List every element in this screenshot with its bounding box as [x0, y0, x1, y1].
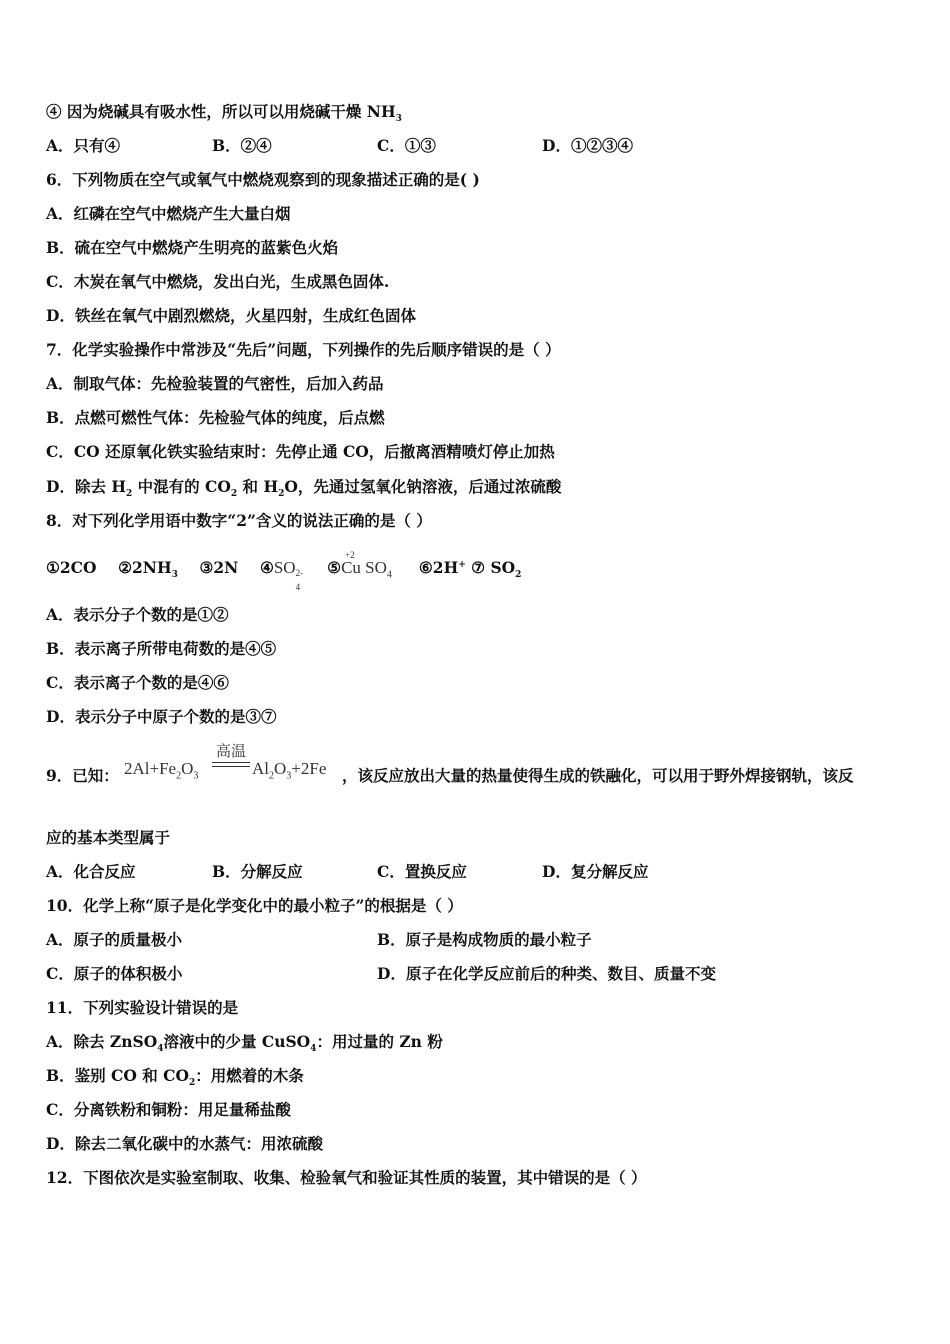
q10-option-d[interactable]: D．原子在化学反应前后的种类、数目、质量不变	[377, 964, 716, 983]
q8-option-b[interactable]: B．表示离子所带电荷数的是④⑤	[46, 639, 277, 658]
q8-item-3: ③2N	[199, 558, 239, 577]
q12-stem: 12．下图依次是实验室制取、收集、检验氧气和验证其性质的装置，其中错误的是（ ）	[46, 1168, 647, 1187]
q8-option-d[interactable]: D．表示分子中原子个数的是③⑦	[46, 707, 277, 726]
q7-option-d[interactable]: D．除去 $H_2$ 中混有的 $CO_2$ 和 $H_2O$，先通过氢氧化钠溶液，后通过浓硫酸	[46, 477, 562, 500]
q11-option-b[interactable]: B．鉴别 CO 和 $CO_2$：用燃着的木条	[46, 1066, 304, 1089]
q8-item-7: ⑦ $SO_2$	[471, 558, 522, 581]
q5-option-b[interactable]: B．②④	[212, 136, 272, 155]
q8-chemical-notations	[46, 550, 522, 592]
q8-option-c[interactable]: C．表示离子个数的是④⑥	[46, 673, 229, 692]
q5-option-d[interactable]: D．①②③④	[542, 136, 633, 155]
q7-stem: 7．化学实验操作中常涉及“先后”问题，下列操作的先后顺序错误的是（ ）	[46, 340, 561, 359]
q8-item-1: ①2CO	[46, 558, 97, 577]
q10-stem: 10．化学上称“原子是化学变化中的最小粒子”的根据是（ ）	[46, 896, 463, 915]
q10-option-b[interactable]: B．原子是构成物质的最小粒子	[377, 930, 592, 949]
q9-stem-line2: 应的基本类型属于	[46, 828, 171, 847]
q11-option-a[interactable]: A．除去 ZnSO$_4$溶液中的少量 CuSO$_4$：用过量的 Zn 粉	[46, 1032, 443, 1055]
q7-option-b[interactable]: B．点燃可燃性气体：先检验气体的纯度，后点燃	[46, 408, 385, 427]
q9-option-d[interactable]: D．复分解反应	[542, 862, 649, 881]
q8-option-a[interactable]: A．表示分子个数的是①②	[46, 605, 229, 624]
q10-option-c[interactable]: C．原子的体积极小	[46, 964, 183, 983]
q8-item-6: ⑥2H+	[418, 558, 466, 577]
q5-option-a[interactable]: A．只有④	[46, 136, 121, 155]
q7-option-a[interactable]: A．制取气体：先检验装置的气密性，后加入药品	[46, 374, 384, 393]
q9-suffix: ，该反应放出大量的热量使得生成的铁融化，可以用于野外焊接钢轨，该反	[342, 766, 854, 785]
q5-statement-4: ④ 因为烧碱具有吸水性，所以可以用烧碱干燥 $NH_3$	[46, 102, 402, 125]
q7-option-c[interactable]: C．CO 还原氧化铁实验结束时：先停止通 CO，后撤离酒精喷灯停止加热	[46, 442, 555, 461]
q9-equation-left: $2Al+Fe_2O_3$	[124, 759, 199, 782]
q9-option-c[interactable]: C．置换反应	[377, 862, 467, 881]
q8-item-2: $②2NH_3$	[118, 558, 178, 581]
q6-option-b[interactable]: B．硫在空气中燃烧产生明亮的蓝紫色火焰	[46, 238, 339, 257]
q6-option-d[interactable]: D．铁丝在氧气中剧烈燃烧，火星四射，生成红色固体	[46, 306, 416, 325]
q9-equation-right: $Al_2O_3+2Fe$	[252, 759, 327, 782]
q8-item-5: ⑤ +2 Cu $SO_4$	[327, 550, 392, 581]
q6-option-c[interactable]: C．木炭在氧气中燃烧，发出白光，生成黑色固体.	[46, 272, 390, 291]
equals-sign-icon	[212, 762, 250, 767]
q11-stem: 11．下列实验设计错误的是	[46, 998, 239, 1017]
q11-option-d[interactable]: D．除去二氧化碳中的水蒸气：用浓硫酸	[46, 1134, 323, 1153]
q8-item-4: ④SO 2- 4	[259, 558, 304, 592]
q5-option-c[interactable]: C．①③	[377, 136, 436, 155]
q10-option-a[interactable]: A．原子的质量极小	[46, 930, 183, 949]
q6-option-a[interactable]: A．红磷在空气中燃烧产生大量白烟	[46, 204, 291, 223]
q9-option-b[interactable]: B．分解反应	[212, 862, 303, 881]
q6-stem: 6．下列物质在空气或氧气中燃烧观察到的现象描述正确的是( )	[46, 170, 480, 189]
q9-prefix: 9．已知：	[46, 766, 119, 785]
q11-option-c[interactable]: C．分离铁粉和铜粉：用足量稀盐酸	[46, 1100, 291, 1119]
q9-option-a[interactable]: A．化合反应	[46, 862, 136, 881]
q9-equation-arrow: 高温	[212, 740, 250, 761]
q8-stem: 8．对下列化学用语中数字“2”含义的说法正确的是（ ）	[46, 511, 432, 530]
